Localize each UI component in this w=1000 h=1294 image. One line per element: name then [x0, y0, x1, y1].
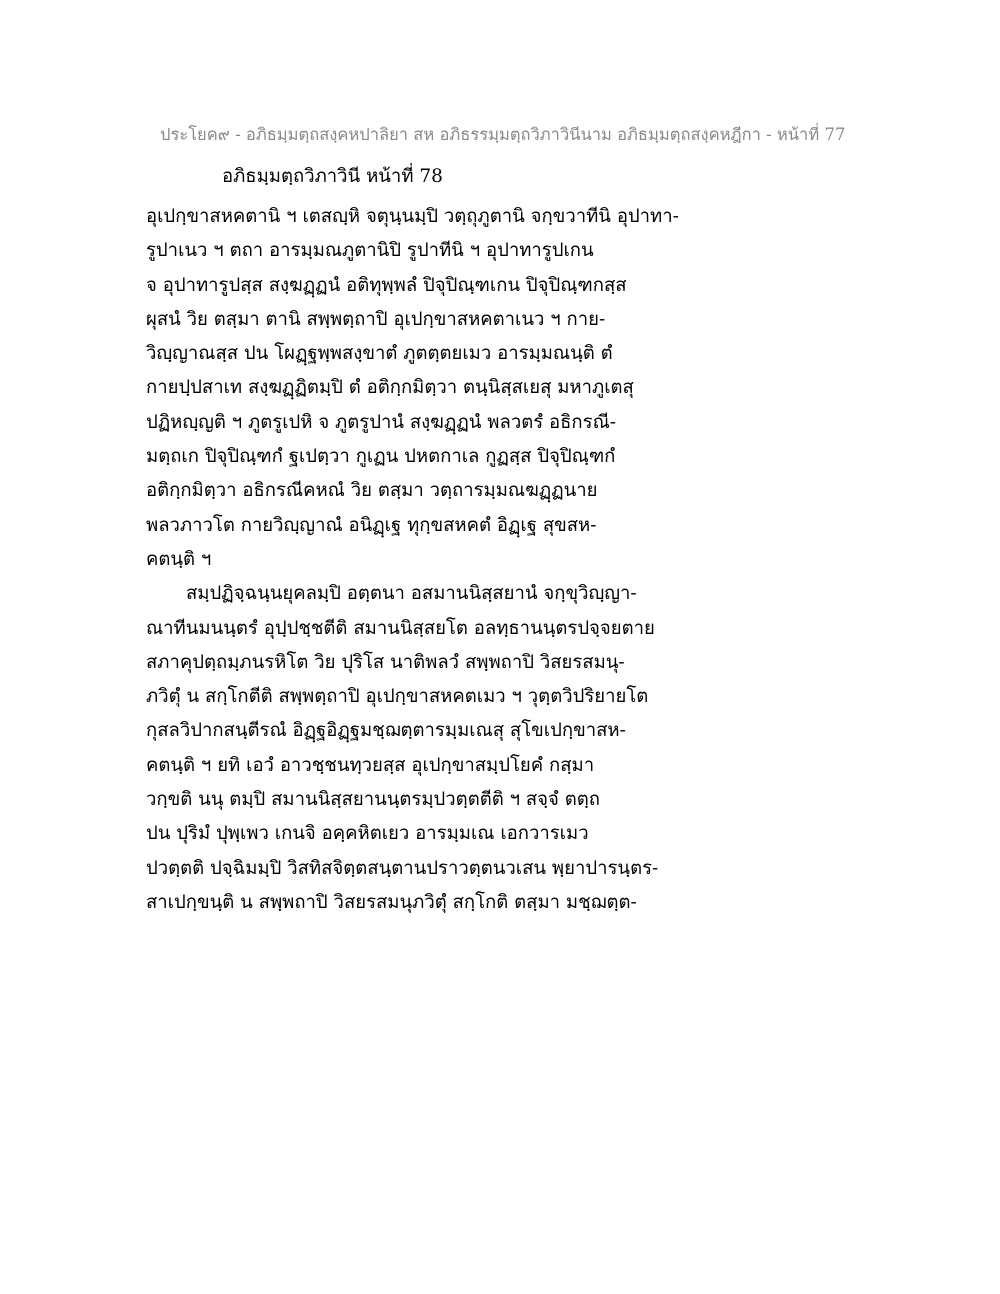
text-line: ปน ปุริมํ ปุพฺเพว เกนจิ อคฺคหิตเยว อารมฺมเณ เอกวารเมว	[146, 823, 589, 845]
text-line: กุสลวิปากสนฺตีรณํ อิฏฺฐอิฏฺฐมชฺฌตฺตารมฺมเณสุ สุโขเปกฺขาสห-	[146, 720, 626, 742]
text-line: วิญฺญาณสฺส ปน โผฏฺฐพฺพสงฺขาตํ ภูตตฺตยเมว อารมฺมณนฺติ ตํ	[146, 343, 613, 365]
body-text	[146, 200, 846, 920]
text-line: ผุสนํ วิย ตสฺมา ตานิ สพฺพตฺถาปิ อุเปกฺขาสหคตาเนว ฯ กาย-	[146, 308, 606, 330]
text-line: อติกฺกมิตฺวา อธิกรณีคหณํ วิย ตสฺมา วตฺถารมฺมณฆฏฺฏนาย	[146, 480, 598, 502]
text-line: คตนฺติ ฯ	[146, 548, 212, 570]
text-line: วกฺขติ นนุ ตมฺปิ สมานนิสฺสยานนฺตรมฺปวตฺตตีติ ฯ สจฺจํ ตตฺถ	[146, 789, 600, 811]
text-line: จ อุปาทารูปสฺส สงฺฆฏฺฏนํ อติทุพฺพลํ ปิจุปิณฺฑเกน ปิจุปิณฺฑกสฺส	[146, 274, 627, 296]
text-line: พลวภาวโต กายวิญฺญาณํ อนิฏฺเฐ ทุกฺขสหคตํ อิฏฺเฐ สุขสห-	[146, 514, 597, 536]
text-line: สาเปกฺขนฺติ น สพฺพถาปิ วิสยรสมนุภวิตุํ สกฺโกติ ตสฺมา มชฺฌตฺต-	[146, 891, 637, 913]
paragraph-1	[146, 200, 846, 577]
page-title: อภิธมฺมตฺถวิภาวินี หน้าที่ 78	[222, 166, 443, 187]
running-header: ประโยค๙ - อภิธมฺมตฺถสงฺคหปาลิยา สห อภิธรรมฺมตฺถวิภาวินีนาม อภิธมฺมตฺถสงฺคหฎีกา - หน้าที่ 77	[160, 125, 846, 144]
text-line: ปฏิหญฺญติ ฯ ภูตรูเปหิ จ ภูตรูปานํ สงฺฆฏฺฏนํ พลวตรํ อธิกรณี-	[146, 411, 616, 433]
text-line: อุเปกฺขาสหคตานิ ฯ เตสญฺหิ จตุนฺนมฺปิ วตฺถุภูตานิ จกฺขวาทีนิ อุปาทา-	[146, 206, 679, 227]
text-line: รูปาเนว ฯ ตถา อารมฺมณภูตานิปิ รูปาทีนิ ฯ อุปาทารูปเกน	[146, 240, 594, 262]
text-line: คตนฺติ ฯ ยทิ เอวํ อาวชฺชนทฺวยสฺส อุเปกฺขาสมฺปโยคํ กสฺมา	[146, 754, 595, 776]
text-line: ณาทีนมนนฺตรํ อุปฺปชฺชตีติ สมานนิสฺสยโต อลทฺธานนฺตรปจฺจยตาย	[146, 617, 655, 639]
text-line: สมฺปฏิจฺฉนฺนยุคลมฺปิ อตฺตนา อสมานนิสฺสยานํ จกฺขุวิญฺญา-	[186, 583, 637, 605]
paragraph-2	[146, 577, 846, 920]
text-line: กายปฺปสาเท สงฺฆฏฺฏิตมฺปิ ตํ อติกฺกมิตฺวา ตนฺนิสฺสเยสุ มหาภูเตสุ	[146, 377, 634, 399]
text-line: มตฺถเก ปิจุปิณฺฑกํ ฐเปตฺวา กูเฏน ปหตกาเล กูฏสฺส ปิจุปิณฺฑกํ	[146, 446, 616, 468]
text-line: สภาคุปตฺถมฺภนรหิโต วิย ปุริโส นาติพลวํ สพฺพถาปิ วิสยรสมนุ-	[146, 651, 625, 673]
text-line: ภวิตุํ น สกฺโกตีติ สพฺพตฺถาปิ อุเปกฺขาสหคตเมว ฯ วุตฺตวิปริยายโต	[146, 686, 649, 708]
text-line: ปวตฺตติ ปจฺฉิมมฺปิ วิสทิสจิตฺตสนฺตานปราวตฺตนวเสน พฺยาปารนฺตร-	[146, 857, 659, 879]
